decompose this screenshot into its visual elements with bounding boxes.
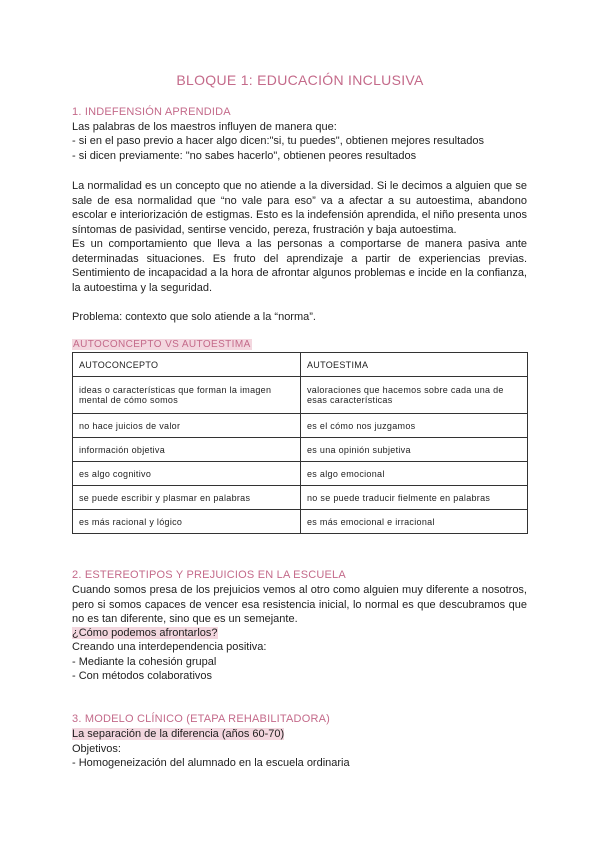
section-2-line-3: - Con métodos colaborativos (72, 670, 213, 682)
table-row (73, 438, 528, 462)
table-cell: es el cómo nos juzgamos (301, 414, 528, 438)
table-row (73, 510, 528, 534)
table-row (73, 414, 528, 438)
table-cell: ideas o características que forman la imagen mental de cómo somos (73, 377, 301, 414)
comparison-table (72, 352, 528, 534)
section-3-heading: 3. MODELO CLÍNICO (ETAPA REHABILITADORA) (72, 713, 330, 725)
section-1-bullet-2: - si dicen previamente: "no sabes hacerlo", obtienen peores resultados (72, 150, 417, 162)
section-2-line-1: Creando una interdependencia positiva: (72, 641, 267, 653)
table-cell: es más racional y lógico (73, 510, 301, 534)
section-2-paragraph: Cuando somos presa de los prejuicios vemos al otro como alguien muy diferente a nosotros, pero si somos capaces de vencer esa resistencia inicial, lo normal es que descubramos que no es tan diferente, sino que es un semejante. (72, 584, 527, 625)
section-1-heading: 1. INDEFENSIÓN APRENDIDA (72, 106, 231, 118)
column-header-autoestima: AUTOESTIMA (301, 353, 528, 377)
section-3-subtitle-wrap (72, 727, 284, 742)
table-cell: es una opinión subjetiva (301, 438, 528, 462)
section-1-paragraph-1: La normalidad es un concepto que no atiende a la diversidad. Si le decimos a alguien que se sale de esa normalidad que “no vale para eso” va a afectar a su autoestima, abandono escolar e interiorización de estigmas. Esto es la indefensión aprendida, el niño presenta unos síntomas de pasividad, sentirse vencido, pereza, frustración y baja autoestima. (72, 180, 527, 236)
table-cell: es algo emocional (301, 462, 528, 486)
section-1-paragraph-2: Es un comportamiento que lleva a las personas a comportarse de manera pasiva ante determinadas situaciones. Es fruto del aprendizaje a partir de experiencias previas. Sentimiento de incapacidad a la hora de afrontar algunos problemas e incide en la confianza, la autoestima y la seguridad. (72, 238, 527, 294)
section-2-heading: 2. ESTEREOTIPOS Y PREJUICIOS EN LA ESCUELA (72, 569, 346, 581)
section-1-bullet-1: - si en el paso previo a hacer algo dicen:"si, tu puedes", obtienen mejores resultados (72, 135, 484, 147)
table-cell: es más emocional e irracional (301, 510, 528, 534)
section-3-line-1: Objetivos: (72, 743, 121, 755)
section-1-problem: Problema: contexto que solo atiende a la “norma”. (72, 311, 316, 323)
section-1-intro: Las palabras de los maestros influyen de manera que: (72, 121, 337, 133)
table-cell: es algo cognitivo (73, 462, 301, 486)
table-header-row (73, 353, 528, 377)
page-title: BLOQUE 1: EDUCACIÓN INCLUSIVA (176, 72, 424, 88)
table-cell: información objetiva (73, 438, 301, 462)
section-3-line-2: - Homogeneización del alumnado en la escuela ordinaria (72, 757, 350, 769)
table-cell: se puede escribir y plasmar en palabras (73, 486, 301, 510)
table-cell: valoraciones que hacemos sobre cada una de esas características (301, 377, 528, 414)
table-cell: no se puede traducir fielmente en palabras (301, 486, 528, 510)
table-row (73, 486, 528, 510)
table-row (73, 377, 528, 414)
table-row (73, 462, 528, 486)
section-2-question-wrap (72, 626, 218, 641)
section-2-question: ¿Cómo podemos afrontarlos? (72, 627, 218, 639)
section-3-subtitle: La separación de la diferencia (años 60-70) (72, 728, 285, 740)
table-caption: AUTOCONCEPTO VS AUTOESTIMA (73, 339, 251, 350)
section-2-line-2: - Mediante la cohesión grupal (72, 656, 217, 668)
column-header-autoconcepto: AUTOCONCEPTO (73, 353, 301, 377)
table-cell: no hace juicios de valor (73, 414, 301, 438)
